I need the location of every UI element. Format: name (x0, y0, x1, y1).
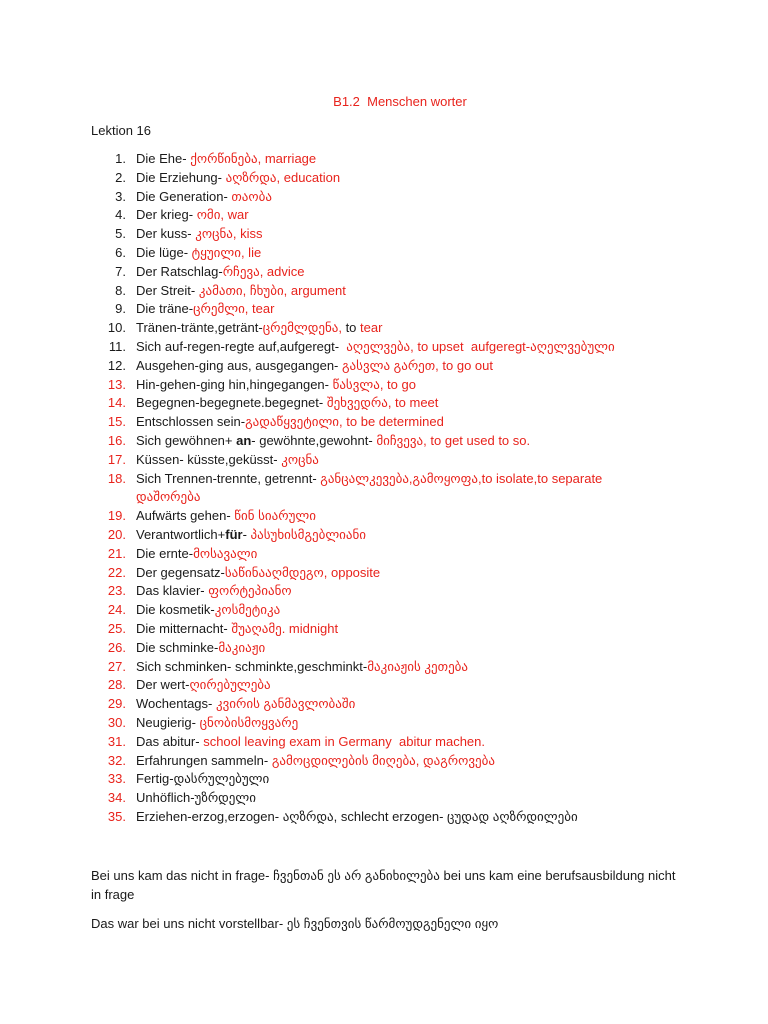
vocab-item (100, 300, 660, 319)
item-number: 1. (115, 151, 126, 166)
translation: მოსავალი (193, 545, 258, 561)
german-term: Der wert- (136, 677, 190, 693)
vocab-item (100, 639, 660, 658)
document-title: B1.2 Menschen worter (333, 94, 467, 109)
translation: მიჩვევა, to get used to so. (376, 432, 531, 448)
german-preposition: für (225, 526, 243, 542)
vocab-item (100, 394, 660, 413)
translation: წინ სიარული (234, 508, 316, 524)
german-term: Tränen-tränte,getränt- (136, 320, 263, 336)
item-number: 28. (107, 677, 126, 693)
german-term: Fertig- (136, 771, 174, 787)
vocab-item (100, 695, 660, 714)
german-term: Sich auf-regen-regte auf,aufgeregt- (136, 338, 347, 354)
translation: შუაღამე. midnight (231, 620, 339, 636)
translation: ღირებულება (189, 677, 271, 693)
translation: ცრემლდენა, (262, 320, 342, 336)
vocab-item (100, 545, 660, 564)
item-number: 8. (115, 282, 126, 298)
item-number: 30. (107, 714, 126, 730)
german-term: Das klavier- (136, 583, 209, 599)
translation: უზრდელი (194, 790, 256, 806)
german-term: Die träne- (136, 301, 194, 317)
german-term: Verantwortlich+ (136, 526, 226, 542)
german-term: Die ernte- (136, 545, 194, 561)
item-number: 21. (107, 545, 126, 561)
german-term: Die Generation- (136, 188, 232, 204)
vocab-item (100, 282, 660, 301)
translation: მაკიაჟი (218, 639, 266, 655)
translation: გასვლა გარეთ, to go out (342, 357, 493, 373)
vocab-item (100, 150, 660, 169)
german-term: Die Ehe- (136, 151, 191, 166)
translation: საწინააღმდეგო, opposite (224, 564, 381, 580)
translation: ფორტეპიანო (208, 583, 292, 599)
german-term: Küssen- küsste,geküsst- (136, 451, 282, 467)
item-number: 29. (107, 696, 126, 712)
item-number: 19. (107, 508, 126, 524)
translation-extra: tear (360, 320, 383, 336)
german-term: Die kosmetik- (136, 602, 215, 618)
translation: შეხვედრა, to meet (326, 395, 439, 411)
item-number: 34. (107, 790, 126, 806)
translation: ქორწინება, marriage (190, 151, 317, 166)
item-number: 22. (107, 564, 126, 580)
vocab-item (100, 225, 660, 244)
vocab-item (100, 752, 660, 771)
translation: კვირის განმავლობაში (215, 696, 356, 712)
german-term: Die Erziehung- (136, 169, 226, 185)
translation: თაობა (231, 188, 272, 204)
translation: კოცნა, kiss (195, 226, 263, 242)
vocab-item (100, 789, 660, 808)
vocab-item (100, 263, 660, 282)
vocab-item (100, 432, 660, 451)
vocab-item (100, 582, 660, 601)
item-number: 13. (107, 376, 126, 392)
vocab-item (100, 338, 660, 357)
item-number: 6. (115, 244, 126, 260)
item-number: 16. (107, 432, 126, 448)
german-term: Ausgehen-ging aus, ausgegangen- (136, 357, 342, 373)
german-term: Neugierig- (136, 714, 200, 730)
vocab-item (100, 507, 660, 526)
item-number: 25. (107, 620, 126, 636)
vocab-item (100, 244, 660, 263)
german-term: Die lüge- (136, 244, 192, 260)
translation: მაკიაჟის კეთება (367, 658, 468, 674)
german-term: Das abitur- (136, 733, 204, 749)
german-term: Der gegensatz- (136, 564, 225, 580)
item-number: 17. (107, 451, 126, 467)
vocab-item (100, 357, 660, 376)
german-term: Der Ratschlag- (136, 263, 223, 279)
paragraph-2: Das war bei uns nicht vorstellbar- ეს ჩვენთვის წარმოუდგენელი იყო (91, 916, 499, 931)
item-number: 2. (115, 169, 126, 185)
item-number: 32. (107, 752, 126, 768)
translation: გადაწყვეტილი, to be determined (245, 414, 444, 430)
paragraph-1: Bei uns kam das nicht in frage- ჩვენთან ეს არ განიხილება bei uns kam eine berufsausbildung nicht in frage (91, 868, 676, 902)
german-term-rest: - (242, 526, 251, 542)
vocabulary-list (100, 150, 660, 827)
translation: გამოცდილების მიღება, დაგროვება (271, 752, 495, 768)
translation: კოცნა (281, 451, 319, 467)
item-number: 35. (107, 808, 126, 824)
translation-connector: to (341, 320, 361, 336)
translation: რჩევა, advice (222, 263, 305, 279)
translation: კოსმეტიკა (214, 602, 281, 618)
german-term: Entschlossen sein- (136, 414, 246, 430)
translation: school leaving exam in Germany abitur machen. (203, 733, 486, 749)
vocab-item (100, 206, 660, 225)
german-term-rest: - gewöhnte,gewohnt- (251, 432, 377, 448)
translation: ცრემლი, tear (193, 301, 275, 317)
vocab-item (100, 676, 660, 695)
translation: განცალკევება,გამოყოფა,to isolate,to separate დაშორება (136, 470, 606, 505)
translation: წასვლა, to go (332, 376, 416, 392)
german-term: Aufwärts gehen- (136, 508, 235, 524)
item-number: 4. (115, 207, 126, 223)
german-term: Die mitternacht- (136, 620, 232, 636)
item-number: 20. (107, 526, 126, 542)
german-preposition: an (236, 432, 252, 448)
vocab-item (100, 714, 660, 733)
vocab-item (100, 808, 660, 827)
vocab-item (100, 770, 660, 789)
vocab-item (100, 376, 660, 395)
vocab-item (100, 526, 660, 545)
german-term: Wochentags- (136, 696, 216, 712)
item-number: 33. (107, 771, 126, 787)
german-term: Unhöflich- (136, 790, 195, 806)
vocab-item (100, 620, 660, 639)
item-number: 14. (107, 395, 126, 411)
translation: აღზრდა, education (225, 169, 341, 185)
item-number: 23. (107, 583, 126, 599)
item-number: 12. (107, 357, 126, 373)
item-number: 31. (107, 733, 126, 749)
translation: ცნობისმოყვარე (199, 714, 299, 730)
vocab-item (100, 733, 660, 752)
vocab-item (100, 564, 660, 583)
vocab-item (100, 470, 660, 508)
item-number: 15. (107, 414, 126, 430)
item-number: 27. (107, 658, 126, 674)
item-number: 10. (107, 320, 126, 336)
item-number: 5. (115, 226, 126, 242)
item-number: 3. (115, 188, 126, 204)
vocab-item (100, 188, 660, 207)
item-number: 7. (115, 263, 126, 279)
vocab-item (100, 658, 660, 677)
translation: პასუხისმგებლიანი (250, 526, 367, 542)
vocab-item (100, 169, 660, 188)
vocab-item (100, 319, 660, 338)
translation: ტყუილი, lie (191, 244, 262, 260)
item-number: 24. (107, 602, 126, 618)
lesson-heading: Lektion 16 (91, 123, 151, 138)
german-term: Der kuss- (136, 226, 196, 242)
german-term: Begegnen-begegnete.begegnet- (136, 395, 327, 411)
item-number: 18. (107, 470, 126, 486)
vocab-item (100, 413, 660, 432)
german-term: Erfahrungen sammeln- (136, 752, 272, 768)
translation: ომი, war (196, 207, 249, 223)
german-term: Hin-gehen-ging hin,hingegangen- (136, 376, 333, 392)
german-term: Sich Trennen-trennte, getrennt- (136, 470, 321, 486)
item-number: 26. (107, 639, 126, 655)
german-term: Sich gewöhnen+ (136, 432, 237, 448)
item-number: 9. (115, 301, 126, 317)
translation: დასრულებული (173, 771, 270, 787)
translation: აღზრდა, schlecht erzogen- ცუდად აღზრდილები (282, 808, 578, 824)
german-term: Der krieg- (136, 207, 197, 223)
vocab-item (100, 601, 660, 620)
german-term: Die schminke- (136, 639, 219, 655)
item-number: 11. (108, 338, 126, 354)
german-term: Der Streit- (136, 282, 199, 298)
vocab-item (100, 451, 660, 470)
german-term: Erziehen-erzog,erzogen- (136, 808, 283, 824)
translation: კამათი, ჩხუბი, argument (198, 282, 346, 298)
translation: აღელვება, to upset aufgeregt-აღელვებული (346, 338, 615, 354)
german-term: Sich schminken- schminkte,geschminkt- (136, 658, 368, 674)
